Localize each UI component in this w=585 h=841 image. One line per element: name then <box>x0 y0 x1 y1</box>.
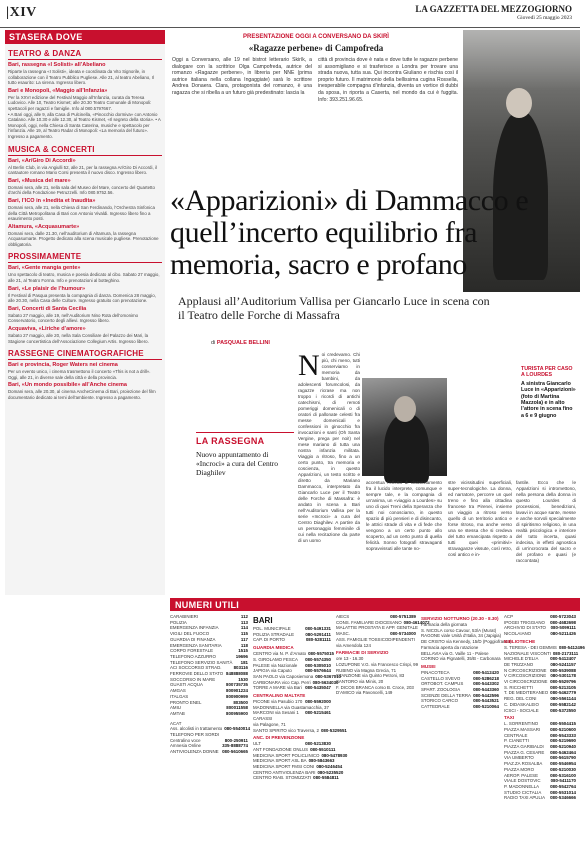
phone-number[interactable]: 080-5610665 <box>222 749 248 755</box>
event-text: Per la XXVI edizione del Festival Maggio all’Infanzia, curata da Teresa Ludovico. Alle 10, Teatro Kismet; alle 20.30 Teatro Comunale di Monopoli: spettacoli per ragazzi e famiglie. Info al 080.5797667. <box>8 94 152 111</box>
number-label: NICOLAIANO <box>504 631 532 637</box>
event-text: • A Bari oggi, alle 9, alla Casa di Pulcinella, «Pinocchio dormiva» con Antonio Catalano. Alle 10.30 e alle 12.30, al Teatro Kismet, «Il segreto della storia». • A Monopoli, oggi, nella Chiesa di Santa Caterina, musiche e spettacolo per l’infanzia. Alle 19, al Teatro Radar di Monopoli: «La memoria del futuro». Ingresso a pagamento. <box>8 111 161 139</box>
number-label: AEROP. PALESE <box>504 772 539 778</box>
number-row <box>421 656 499 662</box>
byline-prefix: di <box>211 340 216 346</box>
number-row <box>336 690 416 696</box>
number-row <box>504 631 576 637</box>
phone-number[interactable]: 848888088 <box>226 671 248 677</box>
number-row <box>504 795 576 801</box>
phone-number[interactable]: 335-8888774 <box>222 743 248 749</box>
number-label: DE CRISTO via Kennedy, 15/D (Poggiofranco) <box>421 639 512 645</box>
phone-number[interactable]: 080-5574350 <box>305 656 331 662</box>
number-label: STUDIO CICTALIA <box>504 789 542 795</box>
number-label: SOCCORSO IN MARE <box>170 676 216 682</box>
phone-number[interactable]: 080-4614072 <box>403 619 430 625</box>
number-label: CORINO via Pignatelli, 35/B - Carbonara <box>421 656 501 662</box>
page-number: |XIV <box>6 5 37 20</box>
number-label: SPART. ZOOLOGIA <box>421 687 461 693</box>
number-label: SANTO SPIRITO vico Traversa, 2 <box>253 727 319 733</box>
number-row <box>504 708 576 714</box>
number-label: VIGILI DEL FUOCO <box>170 631 210 637</box>
phone-number[interactable]: 080-5546954 <box>550 761 576 767</box>
box-text: Oggi a Conversano, alle 19 nel bistrot letterario Skirìk, a dialogare con la scrittrice Olga Campofreda, autrice del romanzo «Ragazze perbene», in libreria per NNE (prima autrice italiana nella collana Ingaggiate) sarà lo scrittore Andrea Donaera. Clara, protagonista del romanzo, è una ragazza che si ribella a un futuro già predestinato: lascia la <box>172 57 312 96</box>
number-label: MADONNELLA via Guastamacchia, 37 <box>253 704 329 710</box>
number-label: PIAZZA MASSARI <box>504 726 541 732</box>
phone-number[interactable]: 080-5542764 <box>550 783 576 789</box>
number-label: ACI SOCCORSO STRAD. <box>170 665 222 671</box>
phone-number[interactable]: 080-5543333 <box>550 732 576 738</box>
box-article <box>172 30 460 182</box>
phone-number[interactable]: 080-5443360 <box>473 687 499 693</box>
phone-number[interactable]: 080-5213830 <box>305 741 331 747</box>
section-heading: MUSICA & CONCERTI <box>8 144 95 154</box>
phone-number[interactable]: 080-5412420 <box>473 669 499 675</box>
number-label: FERROVIE DELLO STATO <box>170 671 224 677</box>
number-group-heading: FARMACIE DI SERVIZIO <box>336 650 389 656</box>
number-label: ACAT <box>170 720 182 726</box>
number-label: POLIZIA STRADALE <box>253 631 294 637</box>
event-title[interactable]: Bari, «Ar/Giro Di Accordi» <box>8 157 76 164</box>
number-label: via Palagone, 71 <box>253 721 286 727</box>
number-label: VIA UMBERTO <box>504 755 534 761</box>
number-row <box>253 685 331 691</box>
number-label: CARASSI <box>253 716 273 722</box>
number-label: F. DICOS BRANCA corso B. Croce, 203 <box>336 684 414 690</box>
column-1-text-continued: A partire da un personaggio femminile di cui nella recitazione da parte di un uomo <box>298 520 360 543</box>
stage-light <box>463 30 580 90</box>
number-label: NAZIONALE VISCONTI <box>504 650 551 656</box>
article-headline[interactable]: «Apparizioni» di Dammacco e quell’incerto equilibrio fra memoria, sacro e profano <box>170 184 529 281</box>
phone-number[interactable]: 080-5210030 <box>550 766 576 772</box>
number-label: JAPIGIA via Caputo <box>253 668 292 674</box>
number-row <box>253 637 331 643</box>
number-group-subheading: ore 13 - 16.30 <box>336 656 364 662</box>
phone-number[interactable]: 080-5435047 <box>305 685 331 691</box>
numeri-utili-title: NUMERI UTILI <box>170 598 580 611</box>
phone-number[interactable]: 803500 <box>233 699 248 705</box>
number-label: SANTORO via Minis, 20 <box>336 679 384 685</box>
event-title[interactable]: Bari, l’ICO in «Inedita et Inaudita» <box>8 197 96 204</box>
number-label: V CIRCOSCRIZIONE <box>504 673 547 679</box>
column-1-text: oi credevamo. Chi più, chi meno, tutti conserviamo in memoria da bambini, da adolescenti forumcolosi, da ragazze ricrase ma non troppo i ricordi di antichi catechismi, di remoti pomeriggi domenicali o di oratori di pallonate celesti fra messe domenicali e confessioni in ginocchio fra invocazioni e santi (Oh Santa Vergine, prega per noi!) nel mese mariano di tutta una nostra infanzia militata. Viaggio a ritroso, fino a un certo punto, tra memoria e coscienza, in questo Apparizioni, un testo scritto e diretto da Mariano Dammacco, interpretato da Giancarlo Luce per il Teatro delle Forche di Massafra: è andato in scena a Bari nell’Auditorium Vallisa per la serie «Incroci» a cura del Centro Diaghilev. <box>298 352 360 525</box>
article-column-2: accentua l’effetto di distanziamento fra il lucido interprete, comunque e sempre tale, e la compagnia di un’anima, un «viaggio a Lourdes» su uno di quei Treni della Speranza che tutti noi conosciamo, in questo spazio di più pensieri e di disincanto, le attrici strade di vita e di fede che vengono a un certo punto allo scoperto, ad un certo punto di quella felicità. Sonno fotografi stravaganti sopravvissuti alle tante no- <box>366 480 442 551</box>
phone-number[interactable]: 080-5634030 <box>312 679 339 685</box>
number-label: VIALE DOSTOVIC <box>504 778 541 784</box>
number-label: POL. MUNICIPALE <box>253 626 291 631</box>
number-label: C. DIDASKALEIO <box>504 701 539 707</box>
number-label: GUARDIA DI FINANZA <box>170 636 216 642</box>
number-label: VI CIRCOSCRIZIONE <box>504 679 548 685</box>
phone-number[interactable]: 080-5734000 <box>390 631 416 637</box>
phone-number[interactable]: 080-2173111 <box>552 650 579 656</box>
event-text: Uno spettacolo di teatro, musica e poesia dedicato al cibo. Sabato 27 maggio, alle 21, al Teatro Forma. Info e prenotazioni al botteghino. <box>8 272 160 284</box>
phone-number[interactable]: 080-5099111 <box>550 625 576 631</box>
phone-number[interactable]: 080-5443302 <box>473 681 499 687</box>
number-label: CENTRO via N. P. d’Amato <box>253 651 307 657</box>
phone-number[interactable]: 803116 <box>233 665 248 671</box>
number-label: Farmacia della giornata <box>421 622 467 627</box>
number-label: CENTRO ANTIVIOLENZA BARI <box>253 769 316 775</box>
number-label: EMERGENZA SANITARIA <box>170 642 222 648</box>
phone-number[interactable]: 800901224 <box>226 688 248 694</box>
number-label: S. GIROLAMO FESCA <box>253 656 298 662</box>
phone-number[interactable]: 080-5235520 <box>317 769 344 775</box>
rassegna-tag: LA RASSEGNA <box>196 436 265 446</box>
number-label: AMIU <box>170 705 181 711</box>
event-title[interactable]: Bari e Monopoli, «Maggio all’Infanzia» <box>8 87 108 94</box>
number-group-heading: GUARDIA MEDICA <box>253 645 294 651</box>
number-label: MICHELE D’ELIA <box>504 656 539 662</box>
number-label: LOZUPONE V.G. via Francesco Crispi, 99 <box>336 661 419 667</box>
article-column-3: stre vicissitudini superficiali, super-tecnologiche. La donna, ed narratore, percorre un quel treno e fino alla cittadina francese tra Pirenei, insieme un viaggio a ritroso verso quello di un territorio antico e forse ritroso, ma anche verso una se stessa che si credeva del tutto emancipata rispetto a tutti quei «primitivi» stravaganze vissute, così retro, così antico e in- <box>448 480 512 557</box>
actor-head <box>506 88 532 118</box>
number-label: TELEFONO PER SORDI <box>170 732 220 738</box>
event-title[interactable]: Bari, «Musica del mare» <box>8 177 71 184</box>
phone-number[interactable]: 080-5286218 <box>473 675 499 681</box>
number-label: RUBINO via Magna Grecia, 71 <box>336 667 397 673</box>
section-rule <box>8 59 162 60</box>
number-label: GUASTI ACQUA <box>170 682 203 688</box>
rassegna-text: Nuovo appuntamento di «Incroci» a cura del Centro Diaghilev <box>196 450 279 477</box>
phone-number[interactable]: 080-5539088 <box>550 667 576 673</box>
phone-number[interactable]: 19696 <box>235 653 248 659</box>
phone-number[interactable]: 080-5210600 <box>550 726 576 732</box>
number-row <box>170 749 248 755</box>
number-group-heading: BIBLIOTECHE <box>504 638 536 644</box>
event-text: Domani sera, alle 20.30, al cinema AncheCinema di Bari, proiezione del film documentario dedicato ai temi dell’ambiente. Ingresso a pagamento. <box>8 389 156 400</box>
number-label: SCIENZE DELLA TERRA <box>421 692 471 698</box>
number-row <box>421 704 499 710</box>
phone-number[interactable]: 1530 <box>238 676 248 682</box>
number-label: P. MADONNELLA <box>504 783 540 789</box>
number-label: MEDICINA SPORT POLICLINICO <box>253 752 320 758</box>
phone-number[interactable]: 080-5210064 <box>473 704 499 710</box>
section-rule <box>8 359 162 360</box>
phone-number[interactable]: 080-5576644 <box>305 668 331 674</box>
number-label: MASC. <box>336 631 350 637</box>
number-label: PINACOTECA <box>421 669 450 675</box>
box-kicker: PRESENTAZIONE OGGI A CONVERSANO DA SKIRÌ <box>243 34 389 40</box>
number-label: MEDICINA SPORT FMSI CONI <box>253 764 315 770</box>
number-group-heading: TAXI <box>504 715 515 721</box>
number-label: CONS. FAMILIARE DIOCESANO <box>336 619 402 625</box>
issue-date: Giovedì 25 maggio 2023 <box>517 15 572 21</box>
number-label: AIECS <box>336 614 350 619</box>
number-label: TELEFONO AZZURRO <box>170 653 216 659</box>
phone-number[interactable]: 118 <box>240 642 248 648</box>
phone-number[interactable]: 080-5346666 <box>550 795 576 801</box>
section-heading: TEATRO & DANZA <box>8 49 82 58</box>
phone-number[interactable]: 080-5211426 <box>550 631 576 637</box>
caption-label: TURISTA PER CASO A LOURDES <box>521 366 573 379</box>
numeri-column-1 <box>170 614 251 836</box>
number-label: IPOGEI TRIGGIANO <box>504 619 545 625</box>
phone-number[interactable]: 080-5305010 <box>305 662 331 668</box>
number-label: MALATTIE PROSTATA E APP. GENITALE <box>336 625 418 631</box>
article-column-1 <box>298 349 360 592</box>
event-title[interactable]: Bari, Concerti di Santa Cecilia <box>8 305 87 312</box>
number-label: PICONE via Pasubio 170 <box>253 699 303 705</box>
phone-number[interactable]: 080-5462779 <box>550 690 577 696</box>
number-label: TORRE A MARE via Bari <box>253 685 302 691</box>
phone-number[interactable]: 080-5529796 <box>550 679 576 685</box>
number-label: PRONTO ENEL <box>170 699 202 705</box>
event-text: Domani sera, alle 21, nella sala del Museo del Mare, concerto del Quartetto d’archi della Fondazione Petruzzelli. Info 080.9752.56. <box>8 184 155 196</box>
section-heading: PROSSIMAMENTE <box>8 252 82 262</box>
event-title[interactable]: Acquaviva, «Liriche d’amore» <box>8 326 86 333</box>
number-label: Amnesia Online <box>170 743 201 749</box>
phone-number[interactable]: 080-5291411 <box>305 631 331 637</box>
number-label: CENTRALE <box>504 732 528 738</box>
phone-number[interactable]: 080-5575015 <box>308 651 334 657</box>
number-label: PIAZZA MORO <box>504 766 535 772</box>
number-label: ARCHIVIO DI STATO <box>504 625 546 631</box>
event-title[interactable]: Bari, «Gente mangia gente» <box>8 265 81 272</box>
article-column-4: fantile. Ecco che le Apparizioni si intromettono, nella persona della donna in questo Lourdes di processioni, benedizioni, lavavi in acque sante, messe e anche sorvoli specialmente di spiritismo religioso, in una realtà psicologica e interiore del tutto incerta, quasi indecisa, in effetti agnostica di un'incrocrata del sacro e del profano e quasi (e raccontata) <box>516 480 576 563</box>
box-text-continued: città di provincia dove è nata e dove tutte le ragazze perbene si assomigliano e si trasferisce a Londra per trovare una strada nuova, tutta sua. Qui incontra Giuliano e rischia così il proprio futuro. Il matrimonio della bellissima cugina Rossella, inesperabile compagna d’infanzia, diventa un vortice di dubbi da sposa, in riporta a Caserta, nel mondo da cui è fuggita. Info: 393.251.96.65. <box>318 57 458 103</box>
phone-number[interactable]: 115 <box>240 631 248 637</box>
number-label: RAGONE viale Unità d’Italia, 34 (Japigia) <box>421 633 502 639</box>
event-text: Domani sera, alle 21, nella Chiesa di San Ferdinando, l’Orchestra Sinfonica della Città Metropolitana di Bari con Antonio Vivaldi. Ingresso libero fino a esaurimento posti. <box>8 204 155 222</box>
phone-number[interactable]: 080-5411170 <box>550 778 576 784</box>
phone-number[interactable]: 080-5316100 <box>550 772 576 778</box>
event-title[interactable]: Bari, «Un mondo possibile» all’Anche cinema <box>8 382 127 389</box>
phone-number[interactable]: 080-5210940 <box>550 744 576 750</box>
event-title[interactable]: Bari, «Le plaisir de l’humour» <box>8 285 86 292</box>
phone-number[interactable]: 080-5301178 <box>550 673 576 679</box>
phone-number[interactable]: 080-5843663 <box>308 758 335 764</box>
phone-number[interactable]: 181 <box>240 659 248 665</box>
number-label: S. RICCHETTI <box>504 684 533 690</box>
number-label: DE TRIZZANO <box>504 661 534 667</box>
number-label: CASTELLO SVEVO <box>421 675 461 681</box>
number-label: POLIZIA <box>170 619 187 625</box>
sidebar-title: STASERA DOVE <box>5 30 165 44</box>
number-label: D’AMICO via Pavoncelli, 149 <box>336 690 393 696</box>
number-label: P. CIANETTI <box>504 738 529 744</box>
number-label: ULT <box>253 741 261 747</box>
phone-number[interactable]: 080-5615790 <box>550 755 576 761</box>
number-row <box>253 775 339 781</box>
phone-number[interactable]: 800955900 <box>226 710 248 716</box>
phone-number[interactable]: 080-5592000 <box>305 699 331 705</box>
event-text: Per un evento unico, i cinema trasmettono il concerto «This is not a drill». Oggi, alle 21, in diverse sale della città e della provincia. <box>8 369 151 380</box>
number-group-heading: MUSEI <box>421 663 436 669</box>
phone-number[interactable]: 080-5241157 <box>550 661 576 667</box>
number-label: Farmacia aperta da rotazione <box>421 644 479 650</box>
phone-number[interactable]: 080-5540014 <box>224 726 251 732</box>
phone-number[interactable]: 080-5531014 <box>550 789 576 795</box>
number-row <box>253 727 347 734</box>
photo-caption <box>521 366 576 419</box>
phone-number[interactable]: 080-5478930 <box>321 752 348 758</box>
number-label: CARABINIERI <box>170 614 199 619</box>
phone-number[interactable]: 800900999 <box>226 693 248 699</box>
sidebar-listings <box>8 47 162 592</box>
event-title[interactable]: Altamura, «Acquasumarte» <box>8 223 80 230</box>
event-title[interactable]: Bari, rassegna «I Solisti» all’Abeliano <box>8 62 106 68</box>
phone-number[interactable]: 080-5751389 <box>390 614 416 619</box>
number-label: CENTRO RIAB. STOMIZZATI <box>253 775 312 781</box>
number-group-heading: CENTRALINO MALTATE <box>253 693 306 699</box>
number-label: AMTAB <box>170 710 185 716</box>
number-label: ASS. FAMIGLIE TOSSICODIPENDENTI <box>336 636 415 642</box>
article-subhead: Applausi all’Auditorium Vallisa per Giancarlo Luce in scena con il Teatro delle Forche di Massafra <box>178 294 490 322</box>
phone-number[interactable]: 080-5462464 <box>550 749 576 755</box>
masthead-title: LA GAZZETTA DEL MEZZOGIORNO <box>415 4 572 14</box>
number-label: ACP <box>504 614 514 619</box>
phone-number[interactable]: 080-5215461 <box>305 710 331 716</box>
phone-number[interactable]: 080-5213105 <box>550 684 576 690</box>
phone-number[interactable]: 080-5561144 <box>550 696 576 702</box>
byline <box>211 340 270 346</box>
number-label: Ass. alcolisti in trattamento <box>170 726 223 732</box>
number-label: TELEFONO SERVIZIO SANITÀ <box>170 659 233 665</box>
author-name: PASQUALE BELLINI <box>216 340 270 346</box>
phone-number[interactable]: 080-5246454 <box>316 764 343 770</box>
phone-number[interactable]: 1515 <box>238 648 248 654</box>
phone-number[interactable]: 080-5443521 <box>473 698 499 704</box>
section-heading: RASSEGNE CINEMATOGRAFICHE <box>8 349 144 359</box>
city-heading: BARI <box>253 616 273 625</box>
phone-number[interactable]: 080-5510111 <box>310 746 336 752</box>
number-label: MARCONI via Sesani 1 <box>253 710 299 716</box>
event-text: Riparte la rassegna «I Solisti», ideata e coordinata da Vito Signorile, in collaborazione con il Teatro Pubblico Pugliese. Alle 21, al teatro Abeliano, Il tutto esaurito: La sirena. Ingresso libero. <box>8 69 154 86</box>
number-label: ANT FONDAZIONE ONLUS <box>253 746 309 752</box>
number-label: REG. DEL CONI <box>504 696 537 702</box>
number-label: MEDICINA SPORT ASL BA <box>253 758 307 764</box>
number-label: Centralino voce <box>170 737 201 743</box>
phone-number[interactable]: 080-5582142 <box>550 701 576 707</box>
number-group-heading: ANC. DI PREVENZIONE <box>253 735 305 741</box>
phone-number[interactable]: 113 <box>240 619 248 625</box>
phone-number[interactable]: 080-5412496 <box>558 644 585 650</box>
number-label: ICSCI - SOCIALE <box>504 707 539 713</box>
phone-number[interactable]: 800011558 <box>226 705 248 711</box>
phone-number[interactable]: 080-5219690 <box>550 738 576 744</box>
masthead[interactable] <box>415 4 572 21</box>
phone-number[interactable]: 080-5412407 <box>550 656 576 662</box>
phone-number[interactable]: 112 <box>240 614 248 619</box>
phone-number[interactable]: 800-250911 <box>224 737 248 743</box>
rassegna-rule <box>196 432 294 433</box>
number-group-heading: SERVIZIO NOTTURNO (20.30 - 8.30) <box>421 616 499 621</box>
portrait-face <box>394 396 416 422</box>
number-label: CARBONARA vico Cap. Perri <box>253 679 311 685</box>
numeri-column-5 <box>504 614 585 836</box>
number-label: PALESE via Nazionale <box>253 662 298 668</box>
number-label: L. SORRENTINO <box>504 721 539 727</box>
phone-number[interactable]: 080-5442596 <box>473 692 499 698</box>
portrait-figure <box>384 413 429 483</box>
number-row <box>336 643 416 649</box>
phone-number[interactable]: 114 <box>240 625 248 631</box>
number-label: CATTEDRALE <box>421 704 450 710</box>
number-label: N CIRCOSCRIZIONE <box>504 667 547 673</box>
drop-cap: N <box>298 349 320 382</box>
number-label: AMGAS <box>170 688 186 694</box>
actor-portrait-photo[interactable] <box>362 378 447 476</box>
event-text: Al Berlin Club, in via Angiulli 52, alle 21, per la rassegna Ar/Giro Di Accordi, il cantautore romano Mario Corsi presenta il nuovo disco. Ingresso libero. <box>8 164 157 176</box>
event-text: Il Festival di Pasqua presenta la compagnia di danza. Domenica 28 maggio, alle 20.30, nella Casa delle Culture. Ingresso gratuito con prenotazione. <box>8 292 156 304</box>
event-text: Domani sera, dalle 21.30, nell’auditorium di Altamura, la rassegna Acquasumarte. Progetto dedicato alla scena musicale pugliese. Prenotazione obbligatoria. <box>8 230 159 247</box>
section-rule <box>8 262 162 263</box>
caption-text: A sinistra Giancarlo Luce in «Apparizioni» (foto di Martina Mazzola) e in alto l’attore in scena fino a 6 e 9 giugno <box>521 380 576 419</box>
number-label: CAP. DI PORTO <box>253 637 285 643</box>
number-label: PIAZ.ZA ROSALBA <box>504 761 543 767</box>
box-title[interactable]: «Ragazze perbene» di Campofreda <box>248 43 384 53</box>
phone-number[interactable]: 080-5372550 <box>550 707 576 713</box>
phone-number[interactable]: 080-5491331 <box>305 626 331 631</box>
number-label: ITALGAS <box>170 693 189 699</box>
number-label: BELLAVIA via G. Vaille 11 - Palese <box>421 650 489 656</box>
number-label: via Amendola 124 <box>336 642 371 648</box>
phone-number[interactable]: 080-5504415 <box>550 721 576 727</box>
phone-number[interactable]: 080-5367010 <box>315 673 342 679</box>
number-label: PIAZZA GARIBALDI <box>504 744 544 750</box>
phone-number[interactable]: 080-5584811 <box>313 775 339 781</box>
number-label: PIAZZA G. CESARE <box>504 749 545 755</box>
section-rule <box>8 155 162 156</box>
number-label: EMERGENZA INFANZIA <box>170 625 219 631</box>
number-label: CORPO FORESTALE <box>170 648 214 654</box>
event-text: Sabato 27 maggio, alle 20, nella Sala Consiliare del Palazzo dei Mari, la Stagione concertistica dell’Associazione Collegium Artis. Ingresso libero. <box>8 333 149 344</box>
number-label: ORTOBOT. CAMPUS <box>421 681 464 687</box>
phone-number[interactable]: 080-5281111 <box>305 637 331 643</box>
phone-number[interactable]: 080-5329551 <box>320 727 347 733</box>
event-title[interactable]: Bari e provincia, Roger Waters nei cinema <box>8 362 118 369</box>
number-label: RADIO TAXI APULIA <box>504 795 546 801</box>
number-label: ANTIVIOLENZA DONNE <box>170 749 219 755</box>
phone-number[interactable]: 080-5723043 <box>550 614 576 619</box>
number-label: STANZIONE via Quinto Petroni, 83 <box>336 673 405 679</box>
phone-number[interactable]: 117 <box>240 636 248 642</box>
number-label: STORICO CARCO <box>421 698 458 704</box>
event-text: Sabato 27 maggio, alle 19, nell’Auditorium Nino Rota dell’omonimo Conservatorio, concerto degli allievi. Ingresso libero. <box>8 312 139 324</box>
number-label: S. TERESA - DEI GEMMIS <box>504 644 557 650</box>
phone-number[interactable]: 080-4682698 <box>550 619 576 625</box>
number-label: S. NICOLA corso Cavour, 53/A (Murat) <box>421 627 497 633</box>
number-label: T. DE MEDITERANEO <box>504 690 549 696</box>
phone-number[interactable]: 800735735 <box>226 682 248 688</box>
number-label: SAN PAOLO via Caposiemona <box>253 673 314 679</box>
